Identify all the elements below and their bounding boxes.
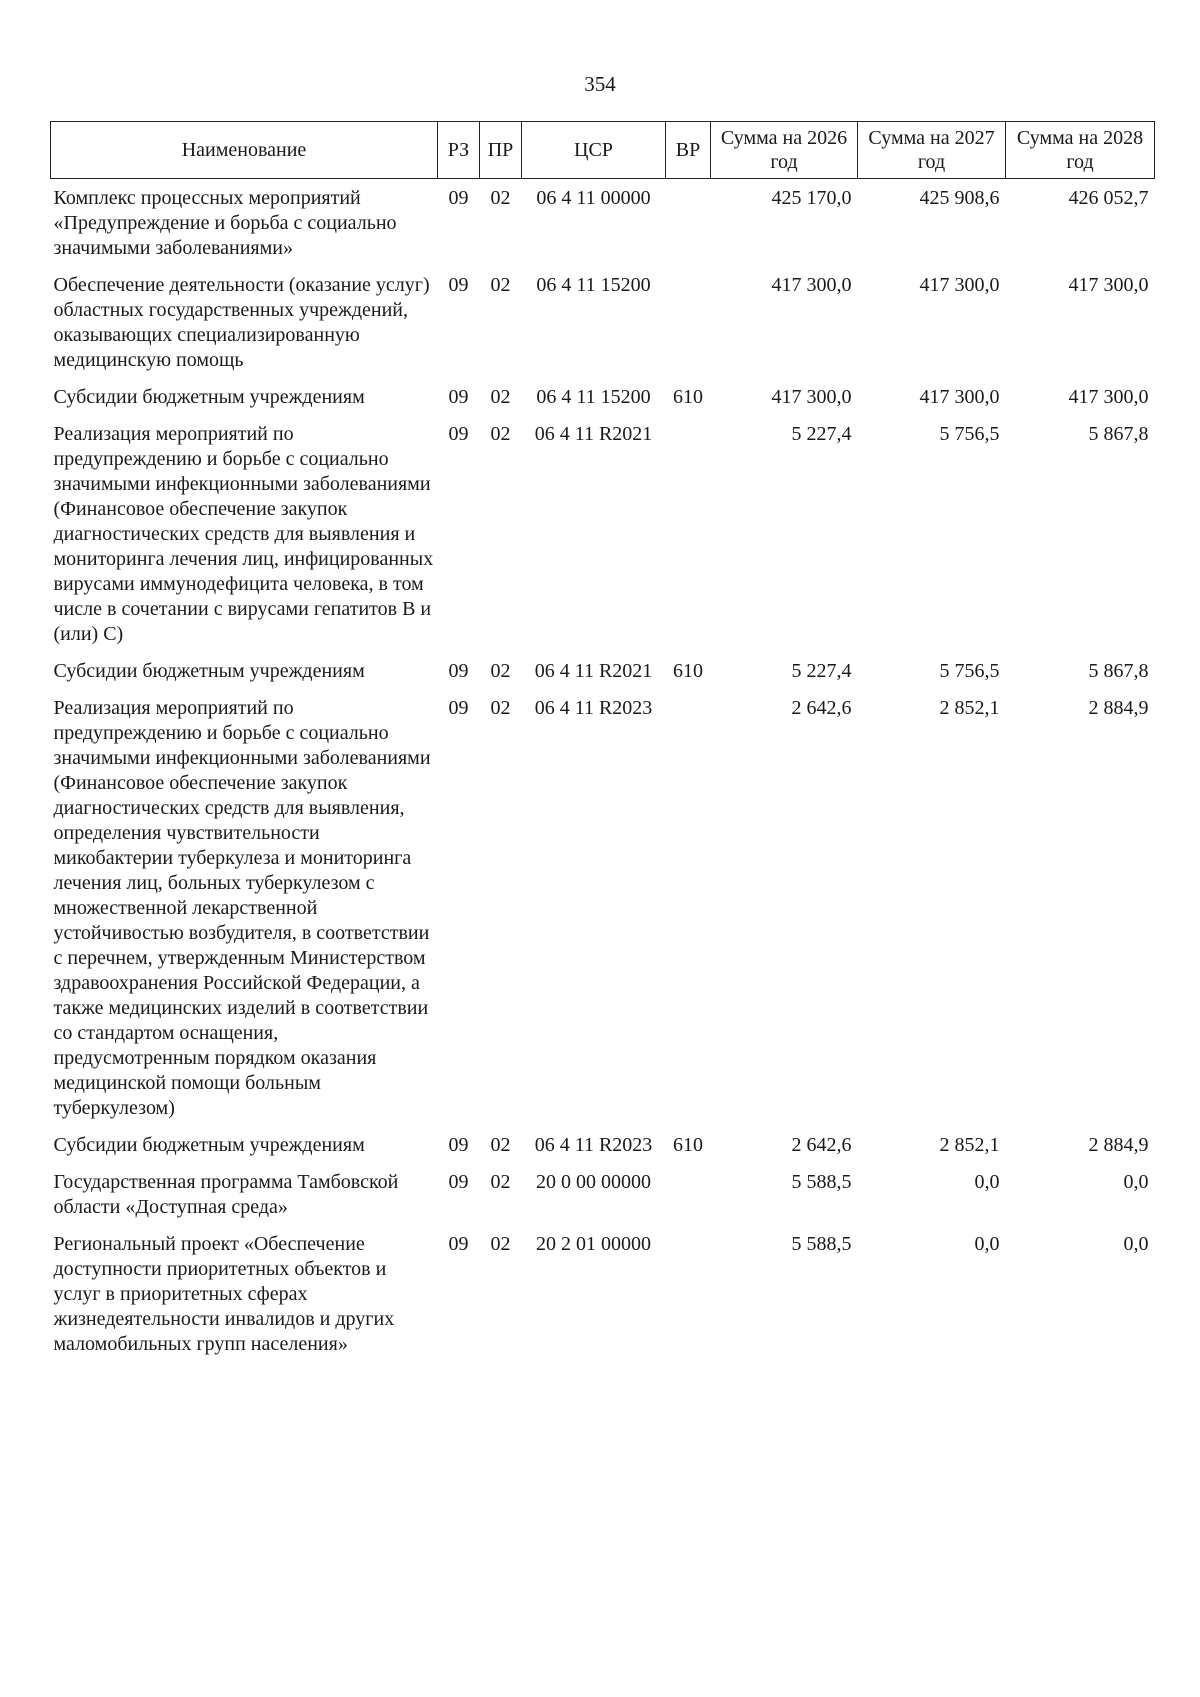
table-row [51, 266, 1155, 378]
row-rz: 09 [448, 386, 469, 408]
row-sum-2027: 0,0 [974, 1233, 1000, 1255]
table-header-row [51, 122, 1155, 179]
header-name: Наименование [51, 122, 438, 179]
row-name: Реализация мероприятий по предупреждению и борьбе с социально значимыми инфекционными заболеваниями (Финансовое обеспечение закупок диагностических средств для выявления и мониторинга лечения лиц, инфицированных вирусами иммунодефицита человека, в том числе в сочетании с вирусами гепатитов В и (или) С) [53, 423, 434, 645]
row-sum-2026: 417 300,0 [771, 386, 852, 408]
row-sum-2027: 5 756,5 [939, 423, 1000, 445]
row-vr [666, 1163, 711, 1225]
row-name: Государственная программа Тамбовской области «Доступная среда» [53, 1171, 399, 1218]
row-rz: 09 [448, 660, 469, 682]
header-sum-2027: Сумма на 2027 год [858, 122, 1006, 179]
row-sum-2026: 2 642,6 [791, 697, 852, 719]
row-sum-2026: 5 227,4 [791, 660, 852, 682]
table-row [51, 415, 1155, 652]
row-csr: 06 4 11 R2023 [534, 1134, 653, 1156]
row-sum-2028: 417 300,0 [1068, 386, 1149, 408]
table-row [51, 1163, 1155, 1225]
row-csr: 20 2 01 00000 [536, 1233, 651, 1255]
row-sum-2026: 417 300,0 [771, 274, 852, 296]
row-sum-2028: 417 300,0 [1068, 274, 1149, 296]
row-name: Реализация мероприятий по предупреждению и борьбе с социально значимыми инфекционными заболеваниями (Финансовое обеспечение закупок диагностических средств для выявления, определения чувствительности микобактерии туберкулеза и мониторинга лечения лиц, больных туберкулезом с множественной лекарственной устойчивостью возбудителя, в соответствии с перечнем, утвержденным Министерством здравоохранения Российской Федерации, а также медицинских изделий в соответствии со стандартом оснащения, предусмотренным порядком оказания медицинской помощи больным туберкулезом) [53, 697, 431, 1119]
row-rz: 09 [448, 1134, 469, 1156]
row-pr: 02 [490, 1171, 511, 1193]
row-sum-2028: 426 052,7 [1068, 187, 1149, 209]
row-name: Субсидии бюджетным учреждениям [53, 660, 365, 682]
row-sum-2026: 5 588,5 [791, 1233, 852, 1255]
row-csr: 06 4 11 R2021 [534, 423, 653, 445]
row-rz: 09 [448, 423, 469, 445]
row-name: Комплекс процессных мероприятий «Предупреждение и борьба с социально значимыми заболеваниями» [53, 187, 397, 259]
row-vr [666, 266, 711, 378]
row-sum-2028: 0,0 [1123, 1233, 1149, 1255]
row-sum-2026: 5 588,5 [791, 1171, 852, 1193]
header-sum-2026: Сумма на 2026 год [711, 122, 858, 179]
row-sum-2027: 417 300,0 [919, 274, 1000, 296]
row-sum-2026: 425 170,0 [771, 187, 852, 209]
budget-table [50, 121, 1155, 1362]
page-number: 354 [584, 72, 616, 96]
row-sum-2027: 5 756,5 [939, 660, 1000, 682]
table-row [51, 378, 1155, 415]
header-sum-2028: Сумма на 2028 год [1006, 122, 1155, 179]
header-pr: ПР [480, 122, 522, 179]
table-row [51, 652, 1155, 689]
row-vr [666, 689, 711, 1126]
row-csr: 06 4 11 00000 [536, 187, 651, 209]
row-sum-2028: 5 867,8 [1088, 423, 1149, 445]
row-vr [666, 415, 711, 652]
row-rz: 09 [448, 697, 469, 719]
row-pr: 02 [490, 187, 511, 209]
row-name: Субсидии бюджетным учреждениям [53, 386, 365, 408]
row-pr: 02 [490, 1233, 511, 1255]
row-name: Обеспечение деятельности (оказание услуг) областных государственных учреждений, оказывающих специализированную медицинскую помощь [53, 274, 430, 371]
row-pr: 02 [490, 697, 511, 719]
row-csr: 06 4 11 R2023 [534, 697, 653, 719]
table-row [51, 1225, 1155, 1362]
row-vr: 610 [673, 660, 703, 682]
row-pr: 02 [490, 660, 511, 682]
row-vr: 610 [673, 386, 703, 408]
row-vr [666, 179, 711, 267]
row-sum-2028: 2 884,9 [1088, 1134, 1149, 1156]
row-pr: 02 [490, 423, 511, 445]
row-csr: 06 4 11 15200 [536, 386, 651, 408]
row-sum-2028: 2 884,9 [1088, 697, 1149, 719]
row-rz: 09 [448, 187, 469, 209]
row-pr: 02 [490, 274, 511, 296]
row-sum-2027: 417 300,0 [919, 386, 1000, 408]
row-pr: 02 [490, 386, 511, 408]
row-sum-2028: 5 867,8 [1088, 660, 1149, 682]
row-sum-2027: 425 908,6 [919, 187, 1000, 209]
row-pr: 02 [490, 1134, 511, 1156]
row-vr: 610 [673, 1134, 703, 1156]
row-csr: 06 4 11 15200 [536, 274, 651, 296]
table-row [51, 1126, 1155, 1163]
row-sum-2027: 2 852,1 [939, 697, 1000, 719]
row-rz: 09 [448, 274, 469, 296]
row-sum-2028: 0,0 [1123, 1171, 1149, 1193]
row-sum-2027: 2 852,1 [939, 1134, 1000, 1156]
row-sum-2027: 0,0 [974, 1171, 1000, 1193]
row-rz: 09 [448, 1171, 469, 1193]
table-row [51, 179, 1155, 267]
row-sum-2026: 5 227,4 [791, 423, 852, 445]
row-csr: 06 4 11 R2021 [534, 660, 653, 682]
row-name: Региональный проект «Обеспечение доступности приоритетных объектов и услуг в приоритетных сферах жизнедеятельности инвалидов и других маломобильных групп населения» [53, 1233, 395, 1355]
row-rz: 09 [448, 1233, 469, 1255]
row-vr [666, 1225, 711, 1362]
header-vr: ВР [666, 122, 711, 179]
header-rz: РЗ [438, 122, 480, 179]
row-name: Субсидии бюджетным учреждениям [53, 1134, 365, 1156]
row-sum-2026: 2 642,6 [791, 1134, 852, 1156]
table-row [51, 689, 1155, 1126]
row-csr: 20 0 00 00000 [536, 1171, 651, 1193]
header-csr: ЦСР [522, 122, 666, 179]
